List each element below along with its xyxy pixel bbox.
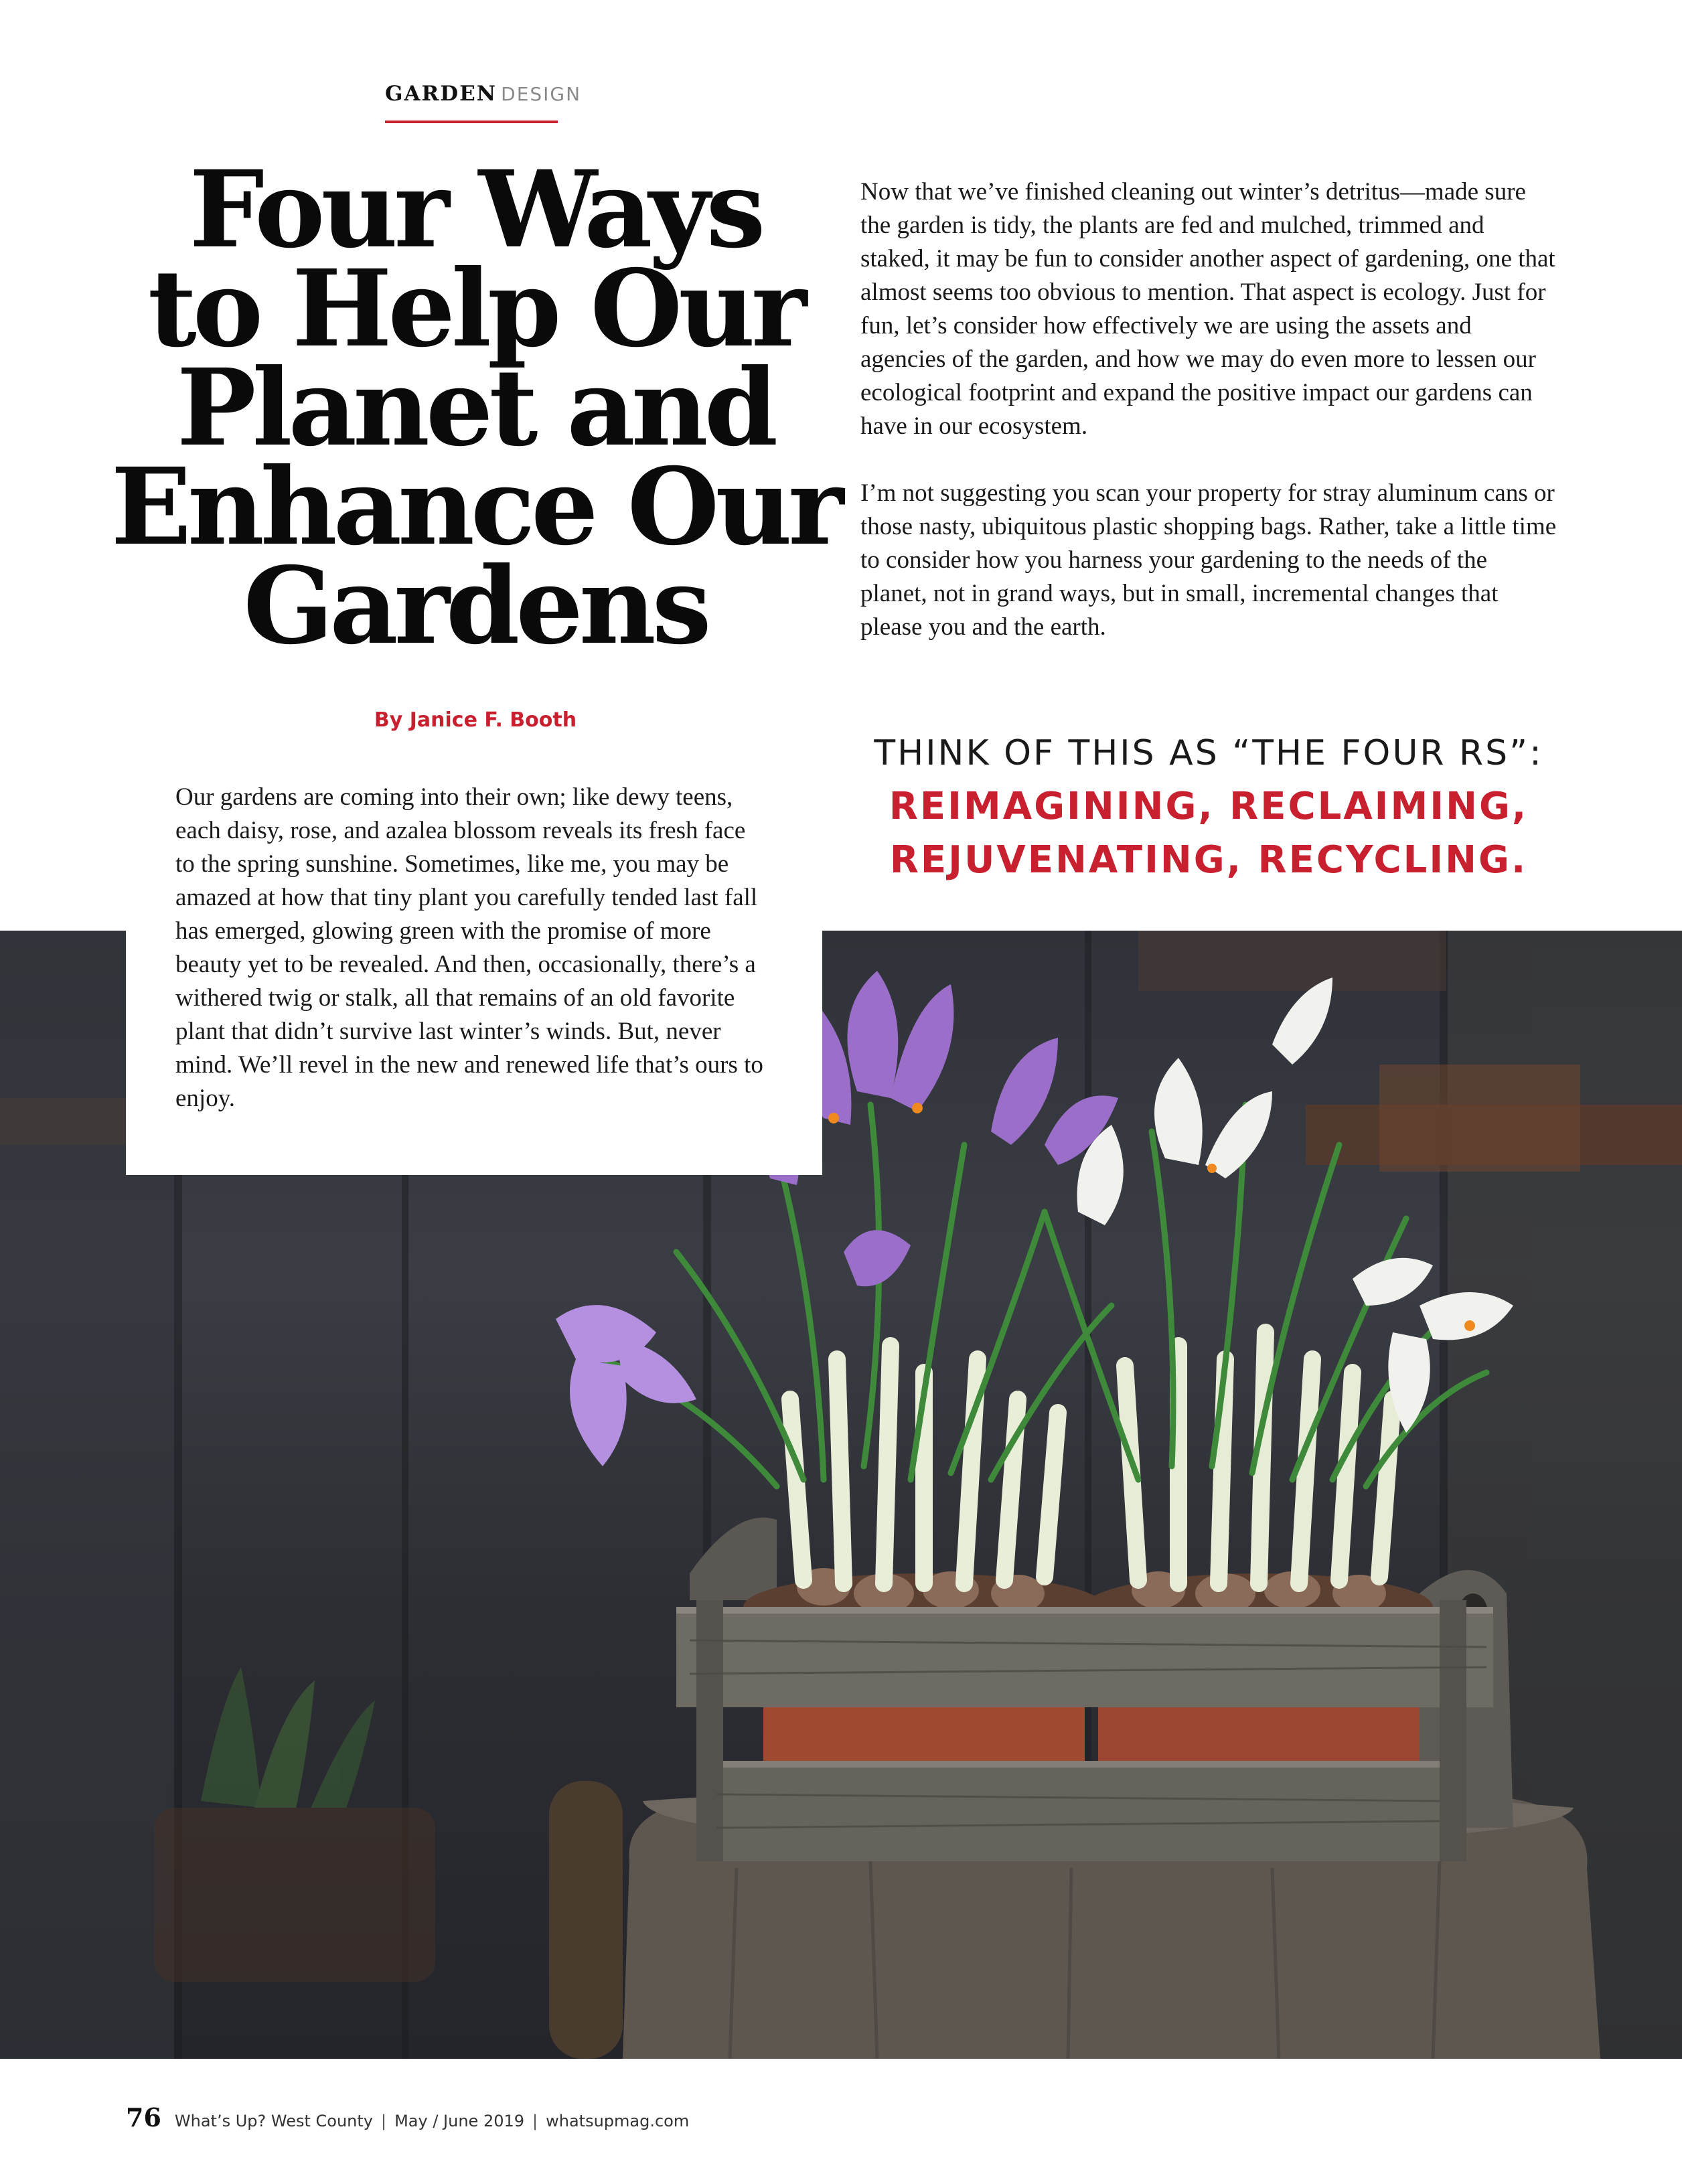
byline: By Janice F. Booth xyxy=(374,708,577,732)
publication-name: What’s Up? West County xyxy=(174,2112,373,2130)
issue-date: May / June 2019 xyxy=(394,2112,525,2130)
headline xyxy=(67,148,884,668)
headline-line-5: Gardens xyxy=(243,544,708,668)
headline-line-3: Planet and xyxy=(176,346,775,470)
headline-line-1: Four Ways xyxy=(189,148,762,272)
intro-paragraph: Our gardens are coming into their own; like dewy teens, each daisy, rose, and azalea blossom reveals its fresh face to the spring sunshine. Sometimes, like me, you may be amazed at how that tiny plant you carefully tended last fall has emerged, glowing green with the promise of more beauty yet to be revealed. And then, occasionally, there’s a withered twig or stalk, all that remains of an old favorite plant that didn’t survive last winter’s winds. But, never mind. We’ll revel in the new and renewed life that’s ours to enjoy. xyxy=(175,783,763,1112)
headline-line-2: to Help Our xyxy=(147,247,804,371)
body-paragraph-2: I’m not suggesting you scan your property for stray aluminum cans or those nasty, ubiquitous plastic shopping bags. Rather, take a little time to consider how you harness your gardening to the needs of the planet, not in grand ways, but in small, incremental changes that please you and the earth. xyxy=(860,479,1557,641)
page-footer xyxy=(126,2102,689,2132)
body-column xyxy=(860,175,1557,678)
footer-separator: | xyxy=(532,2112,538,2130)
pull-quote-line-2: REJUVENATING, RECYCLING. xyxy=(889,838,1528,882)
page-number: 76 xyxy=(126,2102,161,2132)
body-paragraph-1: Now that we’ve finished cleaning out winter’s detritus—made sure the garden is tidy, the plants are fed and mulched, trimmed and staked, it may be fun to consider another aspect of gardening, one that almost seems too obvious to mention. That aspect is ecology. Just for fun, let’s consider how effectively we are using the assets and agencies of the garden, and how we may do even more to lessen our ecological footprint and expand the positive impact our gardens can have in our ecosystem. xyxy=(860,178,1555,440)
section-tag xyxy=(385,82,582,123)
website-link[interactable]: whatsupmag.com xyxy=(546,2112,690,2130)
section-primary: GARDEN xyxy=(385,82,498,106)
pull-quote xyxy=(864,726,1553,887)
section-secondary: DESIGN xyxy=(501,83,582,105)
pull-quote-lead: THINK OF THIS AS “THE FOUR RS”: xyxy=(874,733,1543,773)
footer-separator: | xyxy=(381,2112,387,2130)
headline-line-4: Enhance Our xyxy=(110,445,840,569)
pull-quote-line-1: REIMAGINING, RECLAIMING, xyxy=(889,785,1529,828)
